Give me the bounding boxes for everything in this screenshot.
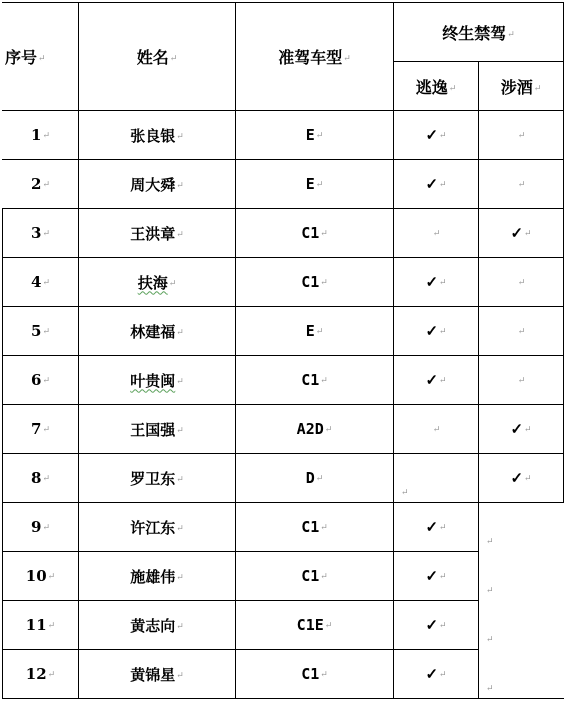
table-row (3, 307, 564, 356)
drunk-cell (479, 601, 564, 650)
header-hit-run: 逃逸 (415, 77, 448, 97)
checkmark-icon: ✓ (425, 567, 439, 585)
paragraph-mark-icon: ↵ (320, 376, 328, 386)
paragraph-mark-icon: ↵ (176, 670, 184, 681)
checkmark-icon: ✓ (425, 126, 439, 144)
seq-cell: 2↵ (3, 160, 79, 209)
table-row (3, 601, 564, 650)
checkmark-icon: ✓ (425, 616, 439, 634)
table-row (3, 258, 564, 307)
hit-run-cell (394, 356, 479, 405)
paragraph-mark-icon: ↵ (432, 229, 441, 239)
header-hit-run-cell (394, 62, 479, 111)
paragraph-mark-icon: ↵ (176, 425, 184, 436)
name-cell: 许江东↵ (79, 503, 236, 552)
license-cell: A2D↵ (236, 405, 394, 454)
paragraph-mark-icon: ↵ (176, 327, 184, 338)
paragraph-mark-icon: ↵ (176, 229, 184, 240)
paragraph-mark-icon: ↵ (168, 278, 177, 289)
header-drunk-cell (479, 62, 564, 111)
paragraph-mark-icon: ↵ (524, 425, 532, 435)
drunk-cell (479, 307, 564, 356)
hit-run-cell (394, 307, 479, 356)
checkmark-icon: ✓ (425, 518, 439, 536)
hit-run-cell (394, 405, 479, 454)
paragraph-mark-icon: ↵ (439, 180, 447, 190)
seq-cell: 5↵ (3, 307, 79, 356)
hit-run-cell (394, 209, 479, 258)
paragraph-mark-icon: ↵ (486, 684, 494, 694)
table-row (3, 454, 564, 503)
header-ban-cell (394, 3, 564, 62)
checkmark-icon: ✓ (425, 665, 439, 683)
license-cell: D↵ (236, 454, 394, 503)
paragraph-mark-icon: ↵ (324, 621, 333, 631)
name-cell: 王国强↵ (79, 405, 236, 454)
header-row-1 (3, 3, 564, 62)
name-cell: 叶贵闽↵ (79, 356, 236, 405)
paragraph-mark-icon: ↵ (42, 376, 50, 386)
name-cell: 林建福↵ (79, 307, 236, 356)
license-cell: C1↵ (236, 650, 394, 699)
paragraph-mark-icon: ↵ (315, 327, 324, 337)
header-drunk: 涉酒 (500, 77, 533, 97)
table-row (3, 356, 564, 405)
paragraph-mark-icon: ↵ (524, 474, 532, 484)
paragraph-mark-icon: ↵ (42, 278, 50, 288)
checkmark-icon: ✓ (510, 420, 524, 438)
paragraph-mark-icon: ↵ (176, 376, 184, 387)
paragraph-mark-icon: ↵ (47, 572, 56, 582)
header-name: 姓名 (136, 48, 169, 67)
header-seq: 序号 (5, 48, 38, 67)
paragraph-mark-icon: ↵ (517, 131, 526, 141)
paragraph-mark-icon: ↵ (439, 278, 447, 288)
checkmark-icon: ✓ (425, 273, 439, 291)
paragraph-mark-icon: ↵ (176, 523, 184, 534)
name-cell: 张良银↵ (79, 111, 236, 160)
ban-list-table (2, 2, 564, 699)
checkmark-icon: ✓ (425, 175, 439, 193)
paragraph-mark-icon: ↵ (176, 474, 184, 485)
paragraph-mark-icon: ↵ (42, 474, 50, 484)
drunk-cell (479, 405, 564, 454)
paragraph-mark-icon: ↵ (320, 278, 328, 288)
license-cell: C1↵ (236, 258, 394, 307)
hit-run-cell (394, 258, 479, 307)
seq-cell: 12↵ (3, 650, 79, 699)
drunk-cell (479, 503, 564, 552)
paragraph-mark-icon: ↵ (401, 488, 409, 498)
license-cell: C1↵ (236, 552, 394, 601)
drunk-cell (479, 650, 564, 699)
paragraph-mark-icon: ↵ (486, 537, 494, 547)
paragraph-mark-icon: ↵ (486, 635, 494, 645)
seq-cell: 1↵ (3, 111, 79, 160)
license-cell: C1↵ (236, 503, 394, 552)
checkmark-icon: ✓ (510, 469, 524, 487)
table-row (3, 405, 564, 454)
paragraph-mark-icon: ↵ (439, 621, 447, 631)
paragraph-mark-icon: ↵ (507, 29, 515, 40)
paragraph-mark-icon: ↵ (439, 523, 447, 533)
paragraph-mark-icon: ↵ (439, 376, 447, 386)
seq-cell: 7↵ (3, 405, 79, 454)
table-row (3, 209, 564, 258)
table-row (3, 160, 564, 209)
paragraph-mark-icon: ↵ (176, 621, 184, 632)
table-row (3, 503, 564, 552)
paragraph-mark-icon: ↵ (320, 572, 328, 582)
paragraph-mark-icon: ↵ (432, 425, 441, 435)
drunk-cell (479, 552, 564, 601)
checkmark-icon: ✓ (425, 322, 439, 340)
hit-run-cell (394, 454, 479, 503)
paragraph-mark-icon: ↵ (448, 83, 457, 94)
paragraph-mark-icon: ↵ (42, 229, 50, 239)
paragraph-mark-icon: ↵ (517, 376, 526, 386)
paragraph-mark-icon: ↵ (320, 523, 328, 533)
license-cell: C1E↵ (236, 601, 394, 650)
paragraph-mark-icon: ↵ (42, 180, 50, 190)
name-cell: 周大舜↵ (79, 160, 236, 209)
paragraph-mark-icon: ↵ (439, 131, 447, 141)
paragraph-mark-icon: ↵ (320, 229, 328, 239)
seq-cell: 8↵ (3, 454, 79, 503)
paragraph-mark-icon: ↵ (176, 180, 184, 191)
license-cell: E↵ (236, 111, 394, 160)
paragraph-mark-icon: ↵ (524, 229, 532, 239)
seq-cell: 9↵ (3, 503, 79, 552)
header-license-cell (236, 3, 394, 111)
paragraph-mark-icon: ↵ (169, 54, 178, 64)
paragraph-mark-icon: ↵ (320, 670, 328, 680)
drunk-cell (479, 258, 564, 307)
checkmark-icon: ✓ (425, 371, 439, 389)
drunk-cell (479, 454, 564, 503)
table-row (3, 650, 564, 699)
paragraph-mark-icon: ↵ (315, 180, 324, 190)
paragraph-mark-icon: ↵ (517, 327, 526, 337)
paragraph-mark-icon: ↵ (517, 278, 526, 288)
hit-run-cell (394, 601, 479, 650)
drunk-cell (479, 111, 564, 160)
hit-run-cell (394, 503, 479, 552)
paragraph-mark-icon: ↵ (439, 572, 447, 582)
seq-cell: 3↵ (3, 209, 79, 258)
paragraph-mark-icon: ↵ (47, 670, 56, 680)
paragraph-mark-icon: ↵ (533, 83, 542, 94)
hit-run-cell (394, 650, 479, 699)
paragraph-mark-icon: ↵ (176, 572, 184, 583)
checkmark-icon: ✓ (510, 224, 524, 242)
header-seq-cell (3, 3, 79, 111)
drunk-cell (479, 160, 564, 209)
paragraph-mark-icon: ↵ (47, 621, 56, 631)
license-cell: E↵ (236, 307, 394, 356)
name-cell: 黄志向↵ (79, 601, 236, 650)
paragraph-mark-icon: ↵ (42, 327, 50, 337)
hit-run-cell (394, 552, 479, 601)
paragraph-mark-icon: ↵ (517, 180, 526, 190)
seq-cell: 6↵ (3, 356, 79, 405)
name-cell: 扶海↵ (79, 258, 236, 307)
license-cell: C1↵ (236, 356, 394, 405)
hit-run-cell (394, 160, 479, 209)
seq-cell: 10↵ (3, 552, 79, 601)
paragraph-mark-icon: ↵ (42, 425, 50, 435)
name-cell: 黄锦星↵ (79, 650, 236, 699)
license-cell: C1↵ (236, 209, 394, 258)
paragraph-mark-icon: ↵ (439, 327, 447, 337)
paragraph-mark-icon: ↵ (315, 474, 324, 484)
seq-cell: 4↵ (3, 258, 79, 307)
seq-cell: 11↵ (3, 601, 79, 650)
header-ban: 终生禁驾 (442, 23, 507, 43)
paragraph-mark-icon: ↵ (439, 670, 447, 680)
paragraph-mark-icon: ↵ (38, 54, 46, 64)
name-cell: 施雄伟↵ (79, 552, 236, 601)
header-name-cell (79, 3, 236, 111)
drunk-cell (479, 209, 564, 258)
table-row (3, 111, 564, 160)
header-license: 准驾车型 (278, 48, 343, 67)
paragraph-mark-icon: ↵ (42, 523, 50, 533)
drunk-cell (479, 356, 564, 405)
paragraph-mark-icon: ↵ (324, 425, 333, 435)
name-cell: 罗卫东↵ (79, 454, 236, 503)
license-cell: E↵ (236, 160, 394, 209)
paragraph-mark-icon: ↵ (315, 131, 324, 141)
name-cell: 王洪章↵ (79, 209, 236, 258)
paragraph-mark-icon: ↵ (343, 54, 351, 64)
table-row (3, 552, 564, 601)
paragraph-mark-icon: ↵ (486, 586, 494, 596)
hit-run-cell (394, 111, 479, 160)
paragraph-mark-icon: ↵ (42, 131, 50, 141)
paragraph-mark-icon: ↵ (176, 131, 184, 142)
